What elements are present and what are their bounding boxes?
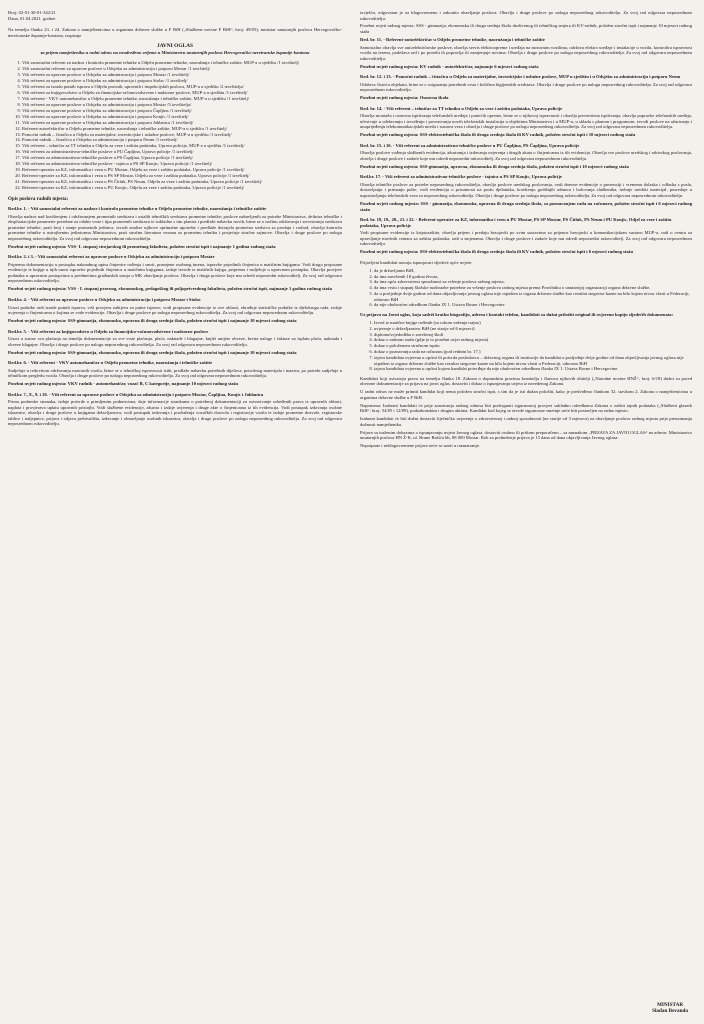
job-body: Prima podneske stranaka, izdaje potvrde o primljenim podnescima, daje informacije strankama o potrebnoj dokumentaciji za ostvarivanje određenih prava iz upravnih oblasti, naplata i provjerava uplatu upravnih pristojbi. Vodi službene evidencije, ažurira i izdaje uvjerenja i druge akte o činjenicama iz tih evidencija. Vodi postupak izdavanja osobne iskaznice, obavlja i druge poslove u knjigama državljanstva, vodi postupak izdavanja i produženja vozačkih dozvola i registracije vozila te izdaje prometne dozvole, registarske tablice i naljepnice, prijava i odjava prebivališta, izdavanje i obnavljanje osobnih iskaznica, obavlja i druge poslove po nalogu neposrednog rukovoditelja. Za svoj rad odgovara neposrednom rukovoditelju. (8, 399, 342, 427)
job-title: Red.br. 1. - Viši samostalni referent za nadzor i kontrolu prometne tehnike u Odjelu prometne tehnike, naoružanja i tehničke zaštite (8, 206, 267, 212)
job-requirements: Posebni uvjeti radnog mjesta: VKV radnik - automehaničar, vozač B, C kategorije, najmanje 10 mjeseci radnog staža (8, 381, 238, 387)
job-body: Unosi u sustav sva plaćanja na temelju dokumentacije za sve vrste plaćanja, plaća, naknade i blagajne, knjiži unijete obveze, kreira naloge i fakture za isplatu plaća, naknada i obveze blagajne. Obavlja i druge poslove po nalogu neposrednog rukovoditelja. Za svoj rad odgovara neposrednom rukovoditelju. (8, 336, 342, 347)
job-requirements: Posebni uvjeti radnog mjesta: SSS-gimnazija, ekonomska, upravna ili druga srednja škola, položen stručni ispit i najmanje 10 mjeseci radnog staža (8, 349, 297, 355)
continued-requirements: Posebni uvjeti radnog mjesta: SSS - gimnazija, ekonomska ili druga srednja škola društvenog ili tehničkog smjera ili KV-radnik, položen stručni ispit i najmanje 10 mjeseci radnog staža (360, 23, 692, 35)
job-requirements: Posebni uvjeti radnog mjesta: SSS-elektrotehnička škola ili druga srednja škola ili KV radnik, položen stručni ispit i 10 mjeseci radnog staža (360, 132, 636, 138)
job-description (360, 106, 692, 138)
job-requirements: Posebni uvjeti radnog mjesta: VSS- I. stupanj strojarskog ili prometnog fakulteta, položen stručni ispit i najmanje 1 godina radnog staža (8, 243, 276, 249)
job-title: Red. br. 18, 19., 20., 21. i 22. - Referent-operater za KZ, informatiku i vezu u PU Mostar, PS SP Mostar, PS Čitluk, PS Neum i PU Konjic, Odjel za veze i zaštitu podataka, Uprava policije (360, 217, 672, 228)
closing-paragraph: Prijave sa traženim dokazima o ispunjavanju uvjeta Javnog oglasa, dostaviti osobno ili poštom preporučeno – sa naznakom „PRIJAVA ZA JAVNI OGLAS“ na adresu: Ministarstvo unutarnjih poslova HN Ž-K, ul. Brune Bušića bb, 88 000 Mostar. Rok za podnošenje prijava je 15 dana od dana objavljivanja Javnog oglasa. (360, 429, 692, 441)
job-title: Red.br. 6. - Viši referent - VKV automehaničar u Odjelu prometne tehnike, naoružanja i tehničke zaštite (8, 360, 213, 366)
job-description (8, 206, 342, 249)
closing-paragraphs (360, 376, 692, 449)
general-conditions-list (360, 268, 692, 308)
closing-paragraph: Nepotpune i neblagovremene prijave neće se uzeti u razmatranje. (360, 443, 481, 449)
job-descriptions-left (8, 206, 342, 427)
job-body: Sudjeluje u redovitom održavanju motornih vozila, brine se o tehničkoj ispravnosti istih, predlaže nabavku potrebnih dijelova, potrošnog materijala i maziva, po potrebi sudjeluje u tehničkom pregledu vozila. Obavlja i druge poslove po nalogu neposrednog rukovoditelja. Za svoj rad odgovara neposrednom rukovoditelju. (8, 367, 342, 379)
signature-block (652, 1002, 688, 1014)
job-body: Obavlja poslove vođenja službenih evidencija, ažuriranja i izdavanja uvjerenja i drugih akata o činjenicama iz tih evidencija. Obavlja sve poslove uredskog i arhivskog poslovanja, obavlja i druge poslove i zadaće koje mu odredi neposredni rukovoditelj. Za svoj rad odgovara neposrednom rukovoditelju. (360, 150, 692, 161)
signature-role: MINISTAR (656, 1002, 684, 1008)
general-condition-item: 2. da ima navršenih 18 godina života, (374, 274, 692, 280)
position-item: 22. Referent-operater za KZ, informatiku i vezu u PU Konjic, Odjelu za veze i zaštitu podataka, Uprava policije /1 izvršitelj/ (22, 185, 342, 191)
document-item: 5. dokaz o položenom stručnom ispitu (374, 343, 692, 349)
job-description (8, 392, 342, 427)
job-title: Red.br. 7., 8., 9. i 10. - Viši referent za upravne poslove u Odsjeku za administraciju i potporu Mostar, Čapljina, Konjic i Jablanica (8, 391, 264, 397)
job-body: Unosi podatke radi izrade putnih isprava, vrši provjeru zahtjeva za putne isprave, vodi propisane evidencije iz ove oblasti, obrađuje statističke podatke iz djelokruga rada, izdaje uvjerenja o činjenicama o kojima se vode evidencije. Obavlja i druge poslove po nalogu neposrednog rukovoditelja. Za svoj rad odgovara neposrednom rukovoditelju. (8, 304, 342, 316)
job-requirements: Posebni uvjeti radnog mjesta: SSS - gimnazija, ekonomska, upravna ili druga srednja škola, sa poznavanjem rada na računaru, položen stručni ispit i 6 mjeseci radnog staža (360, 200, 692, 212)
job-description (8, 297, 342, 324)
signature-name: Slađan Bevanda (652, 1008, 688, 1014)
closing-paragraph: U radni odnos ne može primiti kandidat koji nema položen stručni ispit, s tim da je isti dužan položiti, kako je predviđeno člankom 32. stavkom 2. Zakona o namještenicima u organima državne službe u F BiH. (360, 389, 692, 400)
documents-heading: Uz prijavu na Javni oglas, koja sadrži kratku biografiju, adresu i kontakt telefon, kandidati su dužni priložiti original ili ovjerenu kopiju sljedećih dokumenata: (360, 311, 674, 317)
job-body: Obavlja nadzor nad korištenjem i održavanjem prometnih sredstava i ostalih tehničkih sredstava prometne tehnike; poslove nabavljenih za potrebe Ministarstva, definira tehničke i eksploatacijske parametre potrebne za odabir vrste i tipa prometnih sredstava te sukladno s tim planira i predlaže nabavku novih, brine se o načinu održavanja i servisiranja sredstava prometne tehnike, prati broj i stanje prometnih jedinica, izvodi analize njihove optimalne upotrebe i predlaže dotrajala prometna sredstva za prodaju i rashod, obavlja kontrolu prometne tehnike u ustrojbenim jedinicama Ministarstva, prati stručnu literaturu vezanu za prometnu tehniku i posjećuje stručne sajmove. Obavlja i druge poslove po nalogu neposrednog rukovoditelja. Za svoj rad odgovara neposrednom rukovoditelju. (8, 213, 342, 241)
job-description (8, 254, 342, 292)
positions-list (8, 60, 342, 190)
job-title: Red. br. 12. i 13. - Pomoćni radnik – čistačica u Odjelu za materijalne, investicijske i uslužne poslove, MUP u sjedištu i u Odsjeku za administraciju i potporu Neum (360, 74, 681, 80)
general-condition-item: 1. da je državljanin BiH, (374, 268, 692, 274)
job-descriptions-right (360, 37, 692, 255)
job-title: Red.br. 5. - Viši referent za knjigovodstvo u Odjelu za financijsko-računovodstvene i nadzorne poslove (8, 328, 209, 334)
position-item: 6. Viši referent za knjigovodstvo u Odjelu za financijsko-računovodstvene i nadzorne poslove, MUP-a u sjedištu /1 izvršitelj/ (22, 90, 342, 96)
document-item: 6. dokaz o poznavanju rada na računaru (pod rednim br. 17.) (374, 349, 692, 355)
job-body: Samostalno obavlja sve autoelektričarske poslove, obavlja servis elektroopreme i uređaja na motornim vozilima, održava elektro uređaje i instalacije u vozilu, kontrolira ispravnost vozila na terenu, podešava rad i po potrebi ih popravlja ili zamjenjuje novima. Obavlja i druge poslove po nalogu neposrednog rukovoditelja. Za svoj rad odgovara neposrednom rukovoditelju. (360, 44, 692, 61)
job-requirements: Posebni uvjeti radnog mjesta: SSS-gimnazija, upravna, ekonomska ili druga srednja škola, položen stručni ispit i 10 mjeseci radnog staža (360, 163, 629, 169)
document-item: 7. izjava kandidata ovjerena u općini ili potvrda poslodavca – državnog organa ili institucije da kandidat u posljednje dvije godine od dana objavljivanja javnog oglasa nije otpušten iz organa državne službe kao rezultat stegovne kazne na bilo kojem nivou vlasti u Federaciji, odnosno BiH (374, 355, 692, 366)
document-title: JAVNI OGLAS (157, 43, 193, 50)
job-title: Red.br. 17. - Viši referent za administrativno-tehničke poslove - tajnica u PS SP Konjic, Uprava policije (360, 174, 562, 180)
general-conditions-heading: Prijavljeni kandidati moraju ispunjavati sljedeće opće uvjete: (360, 259, 473, 265)
document-date: Dana, 01.04.2021. godine (8, 15, 56, 21)
position-item: 16. Viši referent za administrativno-tehničke poslove u PU Čapljina, Uprava policije /1 izvršitelj/ (22, 149, 342, 155)
job-requirements: Posebni uvjeti radnog mjesta: KV radnik - autoelektričar, najmanje 6 mjeseci radnog staža (360, 63, 539, 69)
position-item: 19. Referent-operater za KZ, informatiku i vezu u PU Mostar, Odjelu za veze i zaštitu podataka, Uprava policije /1 izvršitelj/ (22, 167, 342, 173)
job-description (8, 329, 342, 356)
job-description (360, 37, 692, 69)
document-item: 3. diploma/svjedodžba o završenoj školi (374, 332, 692, 338)
document-header (8, 10, 342, 21)
right-column (360, 10, 692, 451)
job-body: Obavlja tehničke poslove za potrebe neposrednog rukovoditelja, obavlja poslove uredskog poslovanja, vodi dnevne evidencije o prezenciji i vremenu dolaska i odlaska s posla, dostavljanju i primanju pošte, vodi evidenciju o prisutnosti na poslu djelatnika, korištenju godišnjih odmora i bolovanja službenika, trebuje uredski materijal, posreduje u uspostavljanju telefonskih veza za neposrednog rukovoditelja. Obavlja i druge poslove po nalogu neposrednog rukovoditelja. Za svoj rad odgovara neposrednom rukovoditelju. (360, 181, 692, 199)
position-item: 8. Viši referent za upravne poslove u Odsjeku za administraciju i potporu Mostar /3 izvršitelja/ (22, 102, 342, 108)
job-requirements: Posebni uvjeti radnog mjesta: SSS-gimnazija, ekonomska, upravna ili druga srednja škola, položen stručni ispit i najmanje 10 mjeseci radnog staža (8, 317, 297, 323)
job-requirements: Posebni uvjeti radnog mjesta: VSS - I. stupanj pravnog, ekonomskog, pedagoškog ili poljoprivrednog fakulteta, položen stručni ispit, najmanje 1 godina radnog staža (8, 286, 332, 292)
document-subtitle: za prijem namještenika u radni odnos na neodređeno vrijeme u Ministarstvu unutarnjih poslova Hercegovačko-neretvanske županije-kantona (40, 49, 310, 55)
documents-list (360, 320, 692, 372)
job-descriptions-heading: Opis poslova radnih mjesta: (8, 196, 69, 202)
position-item: 9. Viši referent za upravne poslove u Odsjeku za administraciju i potporu Čapljina /1 izvršitelj/ (22, 108, 342, 114)
position-item: 3. Viši referent za upravne poslove u Odsjeku za administraciju i potporu Mostar /1 izvršitelj/ (22, 72, 342, 78)
position-item: 13. Pomoćni radnik – čistačica u Odjelu za materijalne, investicijske i uslužne poslove, MUP-a u sjedištu /1 izvršitelj/ (22, 132, 342, 138)
position-item: 2. Viši samostalni referent za upravne poslove u Odsjeku za administraciju i potporu Mostar /1 izvršitelj/ (22, 66, 342, 72)
left-column (8, 10, 342, 432)
document-item: 2. uvjerenje o državljanstvu BiH (ne starije od 6 mjeseci) (374, 326, 692, 332)
job-title: Red. br. 11. - Referent-autoelektričar u Odjelu prometne tehnike, naoružanja i tehničke zaštite (360, 36, 545, 42)
general-condition-item: 4. da ima vrstu i stupanj školske naobrazbe potrebne za vršenje poslova radnog mjesta prema Pravilniku o unutarnjoj organizaciji organa državne službe, (374, 285, 692, 291)
general-condition-item: 5. da u posljednje dvije godine od dana objavljivanja javnog oglasa nije otpušten iz organa državne službe kao rezultat stegovne kazne na bilo kojem nivou vlasti u Federaciji, odnosno BiH (374, 291, 692, 302)
document-item: 4. dokaz o radnom stažu (gdje je to posebni uvjet radnog mjesta) (374, 337, 692, 343)
job-description (360, 143, 692, 170)
position-item: 12. Referent-autoelektričar u Odjelu prometne tehnike, naoružanja i tehničke zaštite, MUP-a u sjedištu /1 izvršitelj/ (22, 126, 342, 132)
job-title: Red.br. 4. - Viši referent za upravne poslove u Odsjeku za administraciju i potporu Mostar i Stolac (8, 296, 201, 302)
document-item: 1. Izvod iz matične knjige rođenih (sa rokom važenja trajno) (374, 320, 692, 326)
position-item: 14. Pomoćni radnik – čistačica u Odsjeku za administraciju i potporu Neum /1 izvršitelj/ (22, 137, 342, 143)
job-body: Obavlja montažu i osnovna ispitivanja telefonskih uređaja i pratećih opreme, brine se o njihovoj ispravnosti i obavlja preventivna ispitivanja, obavlja popravke telefonskih uređaja, učestvuje u održavanju i izvođenju i povezivanju novih telefonskih instalacija u objektima Ministarstva i u MUP-u, u skladu s planom i programom, izvodi poslove na ažuriranju i unaprijeđenju telekomunikacijskih mreža i sustava veza i obavlja i druge poslove po nalogu neposrednog rukovoditelja. Za svoj rad odgovara neposrednom rukovoditelju. (360, 113, 692, 130)
position-item: 20. Referent-operater za KZ, informatiku i vezu u PS SP Mostar, Odjelu za veze i zaštitu podataka, Uprava policije /1 izvršitelj/ (22, 173, 342, 179)
closing-paragraph: Izabrani kandidati će biti dužni dostaviti liječničko uvjerenje o zdravstvenoj i radnoj sposobnosti (ne starije od 3 mjeseca) za obavljanje poslova radnog mjesta prije preuzimanja dužnosti namještenika. (360, 416, 692, 427)
general-condition-item: 6. da nije obuhvaćen odredbom članka IX 1. Ustava Bosne i Hercegovine (374, 302, 692, 308)
job-title: Red.br. 2. i 3. - Viši samostalni referent za upravne poslove u Odsjeku za administraciju i potporu Mostar (8, 254, 215, 260)
closing-paragraph: Kandidati koji ostvaruju pravo na temelju članka 18. Zakona o dopunskim pravima branitelja i članova njihovih obitelji („Narodne novine HNŽ“, broj: 6/18) dužni su pored obvezne dokumentacije za prijavu na javni oglas, dostaviti i dokaz o ispunjavanju uvjeta iz navedenog Zakona. (360, 375, 692, 387)
job-description (360, 217, 692, 255)
job-title: Red. br. 14. - Viši referent – tehničar za TT tehniku u Odjelu za veze i zaštitu podataka, Uprava policije (360, 105, 563, 111)
job-body: Održava čistoću objekata, brine se o osiguranju potrebnih vrsta i količina higijenskih sredstava. Obavlja i druge poslove po nalogu neposrednog rukovoditelja. Za svoj rad odgovara neposrednom rukovoditelju. (360, 81, 692, 93)
job-description (360, 74, 692, 101)
position-item: 10. Viši referent za upravne poslove u Odsjeku za administraciju i potporu Konjic /1 izvršitelj/ (22, 114, 342, 120)
continued-text: izvješća, odgovaran je za blagovremeno i zakonito obavljanje poslova. Obavlja i druge poslove po nalogu neposrednog rukovoditelja. Za svoj rad odgovara neposrednom rukovoditelju. (360, 10, 692, 21)
position-item: 11. Viši referent za upravne poslove u Odsjeku za administraciju i potporu Jablanica /1 izvršitelj/ (22, 120, 342, 126)
position-item: 18. Viši referent za administrativno-tehničke poslove - tajnica u PS SP Konjic, Uprava policije /1 izvršitelj/ (22, 161, 342, 167)
intro-paragraph: Na temelju članka 23. i 24. Zakona o namještenicima u organima državne službe u F BiH („Službene novine F BiH“, broj: 49/05), ministar unutarnjih poslova Hercegovačko-neretvanske županije-kantona, raspisuje (8, 27, 342, 38)
job-description (8, 360, 342, 387)
position-item: 21. Referent-operater za KZ, informatiku i vezu u PS Čitluk, PS Neum, Odjelu za veze i zaštitu podataka, Uprava policije /1 izvršitelj/ (22, 179, 342, 185)
closing-paragraph: Napomena: Izabrani kandidati će prije zasnivanja radnog odnosa biti podvrgnuti sigurnosnoj provjeri sukladno odredbama Zakona o zaštiti tajnih podataka („Službeni glasnik BiH“, broj: 54/05 i 12/09), podzakonskim i drugim aktima. Kandidat kod kojeg se utvrde sigurnosne smetnje neće biti postavljen na radno mjesto. (360, 402, 692, 414)
position-item: 5. Viši referent za izradu putnih isprava u Odjelu pravnih, upravnih i inspekcijskih poslova, MUP-a u sjedištu /2 izvršitelja/ (22, 84, 342, 90)
document-item: 8. izjava kandidata ovjerena u općini kojom kandidat potvrđuje da nije obuhvaćen odredbom članka IX 1. Ustava Bosne i Hercegovine. (374, 366, 692, 372)
position-item: 4. Viši referent za upravne poslove u Odsjeku za administraciju i potporu Stolac /1 izvršitelj/ (22, 78, 342, 84)
position-item: 15. Viši referent – tehničar za TT tehniku u Odjelu za veze i zaštitu podataka, Uprava policije, MUP-a u sjedištu /1 izvršitelj/ (22, 143, 342, 149)
reference-number: Broj: 02-01-30-01-342/21 (8, 10, 56, 15)
job-description (360, 174, 692, 212)
position-item: 1. Viši samostalni referent za nadzor i kontrolu prometne tehnike u Odjelu prometne tehnike, naoružanja i tehničke zaštite, MUP-a u sjedištu /1 izvršitelj/ (22, 60, 342, 66)
job-requirements: Posebni uvjeti radnog mjesta: Osnovna škola (360, 95, 449, 101)
general-condition-item: 3. da ima opću zdravstvenu sposobnost za vršenje poslova radnog mjesta, (374, 279, 692, 285)
position-item: 17. Viši referent za administrativno-tehničke poslove u PS Čapljina, Uprava policije /1 izvršitelj/ (22, 155, 342, 161)
job-requirements: Posebni uvjeti radnog mjesta: SSS-elektrotehnička škola ili druga srednja škola ili KV radnik, položen stručni ispit i 6 mjeseci radnog staža (360, 249, 633, 255)
job-title: Red. br. 15. i 16. - Viši referent za administrativno-tehničke poslove u PU Čapljina, PS Čapljina, Uprava policije (360, 142, 580, 148)
position-item: 7. Viši referent - VKV automehaničar u Odjelu prometne tehnike, naoružanja i tehničke zaštite, MUP-a u sjedištu /1 izvršitelj/ (22, 96, 342, 102)
job-body: Vodi propisane evidencije iz kriptozaštite, obavlja prijem i predaju brzojavki po svim sustavima za prijenos brzojavki u komunikacijskom sustavu MUP-a, radi u centru za upravljanje mrežnih centara za zaštitu podataka, radi u smjenama. Obavlja i druge poslove i zadaće koje mu odredi neposredni rukovoditelj. Za svoj rad odgovara neposrednom rukovoditelju. (360, 230, 692, 247)
job-body: Priprema dokumentaciju u postupku naknadnog upisa činjenice rođenja i smrti, promjene osobnog imena, ispravke pojedinih činjenica u matičnim knjigama. Vodi drugo propisane evidencije iz knjige u njih unosi ispravke pojedinih činjenica u matičnim knjigama, izdaje izvode iz matičnih knjiga, priprema i sudjeluje u upravnom postupku. Obavlja provjere podataka u upravnim postupcima u predmetima građanskih stanja u MK obavljanje poslova. Obavlja i druge poslove koje mu odredi neposredni rukovoditelj. Za svoj rad odgovara neposrednom rukovoditelju. (8, 261, 342, 284)
